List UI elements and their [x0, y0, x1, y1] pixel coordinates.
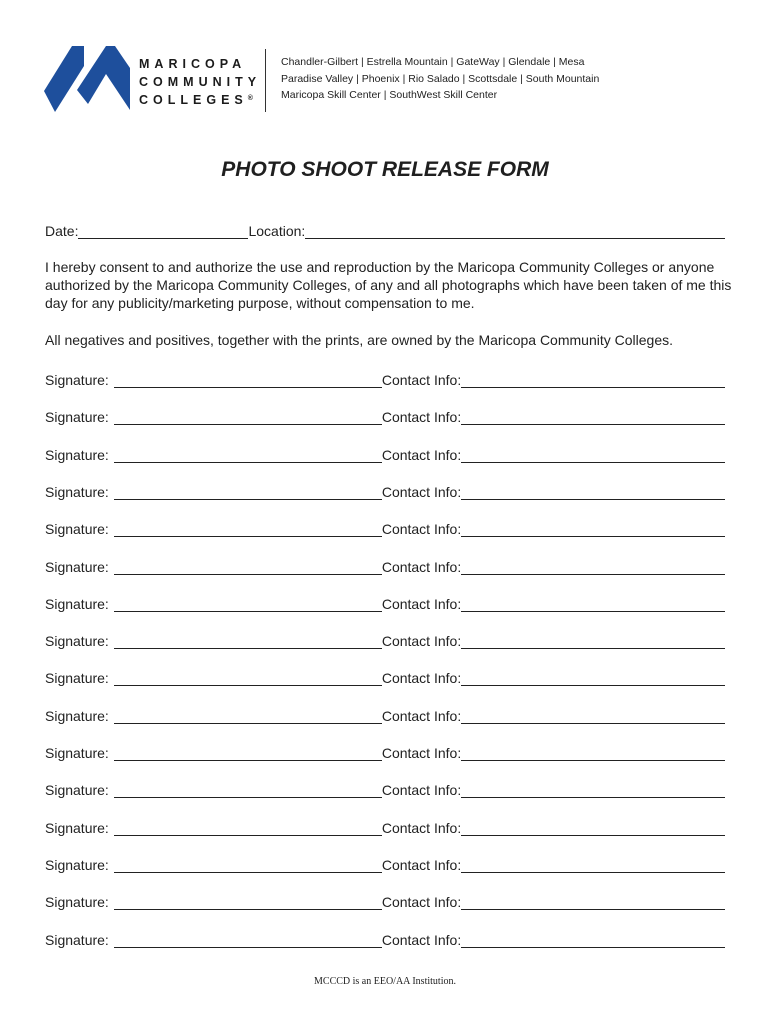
signature-row — [45, 592, 725, 612]
date-field[interactable] — [78, 223, 248, 239]
date-label: Date: — [45, 223, 79, 239]
signature-row — [45, 629, 725, 649]
contact-info-label: Contact Info: — [381, 558, 462, 575]
contact-info-label: Contact Info: — [381, 633, 462, 650]
signature-label: Signature: — [45, 931, 109, 948]
campus-list — [281, 54, 599, 104]
signature-field[interactable] — [114, 745, 382, 761]
contact-info-field[interactable] — [461, 633, 725, 649]
signature-label: Signature: — [45, 409, 109, 426]
signature-label: Signature: — [45, 633, 109, 650]
contact-info-field[interactable] — [461, 708, 725, 724]
signature-label: Signature: — [45, 558, 109, 575]
signature-row — [45, 816, 725, 836]
contact-info-field[interactable] — [461, 782, 725, 798]
logo-wordmark — [139, 55, 261, 109]
contact-info-label: Contact Info: — [381, 745, 462, 761]
contact-info-label: Contact Info: — [381, 931, 462, 948]
signature-field[interactable] — [114, 857, 382, 873]
signature-row — [45, 368, 725, 388]
contact-info-field[interactable] — [461, 409, 725, 425]
contact-info-field[interactable] — [461, 820, 725, 836]
signature-row — [45, 517, 725, 537]
signature-row — [45, 741, 725, 761]
contact-info-label: Contact Info: — [381, 819, 462, 836]
signature-field[interactable] — [114, 596, 382, 612]
signature-row — [45, 555, 725, 575]
signature-field[interactable] — [114, 708, 382, 724]
signature-field[interactable] — [114, 484, 382, 500]
contact-info-field[interactable] — [461, 596, 725, 612]
signature-label: Signature: — [45, 707, 109, 724]
contact-info-field[interactable] — [461, 894, 725, 910]
maricopa-logo-icon — [44, 44, 130, 112]
signature-row — [45, 778, 725, 798]
campus-line-1: Chandler-Gilbert | Estrella Mountain | GateWay | Glendale | Mesa — [281, 56, 585, 68]
contact-info-label: Contact Info: — [381, 670, 462, 687]
signature-field[interactable] — [114, 447, 382, 463]
campus-line-3: Maricopa Skill Center | SouthWest Skill Center — [281, 89, 498, 101]
contact-info-label: Contact Info: — [381, 446, 462, 463]
header-divider — [265, 49, 266, 112]
contact-info-label: Contact Info: — [381, 707, 462, 724]
contact-info-label: Contact Info: — [381, 521, 462, 538]
signature-label: Signature: — [45, 894, 109, 911]
signature-label: Signature: — [45, 782, 109, 799]
signature-label: Signature: — [45, 446, 109, 463]
signature-row — [45, 928, 725, 948]
consent-paragraph: I hereby consent to and authorize the use and reproduction by the Maricopa Community Colleges or anyone authorized by the Maricopa Community Colleges, of any and all photographs which have been taken of me this day for any publicity/marketing purpose, without compensation to me. — [45, 259, 732, 311]
signature-label: Signature: — [45, 372, 109, 388]
ownership-paragraph: All negatives and positives, together with the prints, are owned by the Maricopa Community Colleges. — [45, 332, 673, 348]
signature-row — [45, 853, 725, 873]
contact-info-label: Contact Info: — [381, 894, 462, 911]
location-label: Location: — [248, 223, 306, 239]
contact-info-field[interactable] — [461, 670, 725, 686]
signature-field[interactable] — [114, 782, 382, 798]
signature-label: Signature: — [45, 670, 109, 687]
signature-row — [45, 405, 725, 425]
contact-info-label: Contact Info: — [381, 782, 462, 799]
signature-row — [45, 704, 725, 724]
signature-row — [45, 443, 725, 463]
logo-line-3: COLLEGES — [139, 93, 248, 107]
signature-label: Signature: — [45, 745, 109, 761]
signature-field[interactable] — [114, 820, 382, 836]
signature-field[interactable] — [114, 372, 382, 388]
signature-label: Signature: — [45, 819, 109, 836]
signature-label: Signature: — [45, 483, 109, 500]
date-location-row — [45, 219, 725, 239]
signature-field[interactable] — [114, 932, 382, 948]
signature-label: Signature: — [45, 856, 109, 873]
contact-info-field[interactable] — [461, 521, 725, 537]
location-field[interactable] — [305, 223, 725, 239]
signature-row — [45, 890, 725, 910]
contact-info-label: Contact Info: — [381, 483, 462, 500]
signature-field[interactable] — [114, 670, 382, 686]
contact-info-field[interactable] — [461, 745, 725, 761]
contact-info-label: Contact Info: — [381, 372, 462, 388]
logo-line-1: MARICOPA — [139, 57, 247, 71]
signature-row — [45, 666, 725, 686]
signature-field[interactable] — [114, 521, 382, 537]
signature-field[interactable] — [114, 559, 382, 575]
signature-field[interactable] — [114, 894, 382, 910]
contact-info-label: Contact Info: — [381, 409, 462, 426]
campus-line-2: Paradise Valley | Phoenix | Rio Salado | Scottsdale | South Mountain — [281, 72, 600, 85]
contact-info-field[interactable] — [461, 372, 725, 388]
footer-eeo-notice: MCCCD is an EEO/AA Institution. — [314, 976, 456, 987]
contact-info-field[interactable] — [461, 559, 725, 575]
signature-label: Signature: — [45, 595, 109, 612]
registered-mark: ® — [247, 95, 253, 102]
signature-row — [45, 480, 725, 500]
form-title: PHOTO SHOOT RELEASE FORM — [221, 158, 549, 181]
contact-info-field[interactable] — [461, 932, 725, 948]
logo-line-2: COMMUNITY — [139, 75, 262, 89]
signature-field[interactable] — [114, 409, 382, 425]
contact-info-label: Contact Info: — [381, 856, 462, 873]
signature-label: Signature: — [45, 521, 109, 538]
contact-info-field[interactable] — [461, 857, 725, 873]
signature-field[interactable] — [114, 633, 382, 649]
contact-info-field[interactable] — [461, 447, 725, 463]
contact-info-field[interactable] — [461, 484, 725, 500]
contact-info-label: Contact Info: — [381, 595, 462, 612]
